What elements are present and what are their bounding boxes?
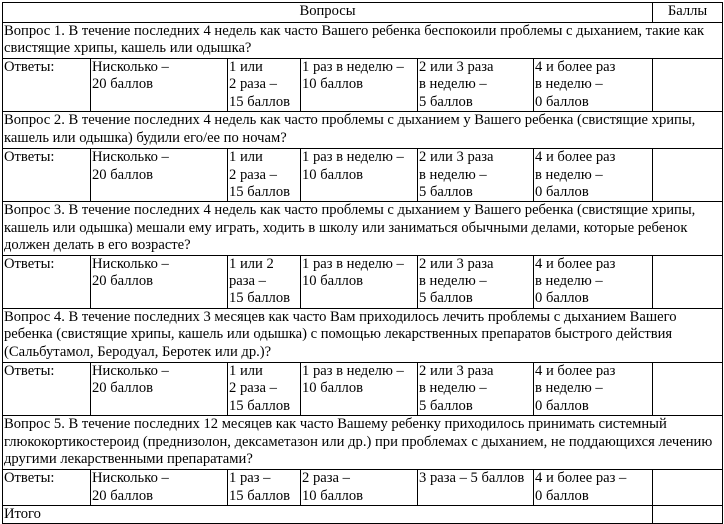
score-cell[interactable]: [653, 59, 723, 112]
answer-option: 2 или 3 раза в неделю – 5 баллов: [418, 255, 534, 308]
answer-option: Нисколько – 20 баллов: [91, 362, 228, 415]
answer-option: 1 или 2 раза – 15 баллов: [228, 255, 301, 308]
answer-option: 4 и более раз в неделю – 0 баллов: [534, 255, 653, 308]
answers-row: [3, 470, 723, 506]
total-row: [3, 505, 723, 523]
question-row: [3, 416, 723, 470]
total-score-cell[interactable]: [653, 505, 723, 523]
question-text: Вопрос 5. В течение последних 12 месяцев как часто Вашему ребенку приходилось принимать системный глюкокортикостероид (преднизолон, дексаметазон или др.) при проблемах с дыханием, не поддающихся лечению другими лекарственными препаратами?: [3, 416, 723, 470]
answer-option: 3 раза – 5 баллов: [418, 470, 534, 506]
answers-row: [3, 59, 723, 112]
total-label: Итого: [3, 505, 653, 523]
score-cell[interactable]: [653, 362, 723, 415]
header-row: [3, 3, 723, 23]
question-text: Вопрос 4. В течение последних 3 месяцев как часто Вам приходилось лечить проблемы с дыханием Вашего ребенка (свистящие хрипы, кашель или одышка) с помощью лекарственных препаратов быстрого действия (Сальбутамол, Беродуал, Беротек или др.)?: [3, 308, 723, 362]
question-row: [3, 112, 723, 149]
answers-label: Ответы:: [3, 149, 91, 202]
question-row: [3, 308, 723, 362]
answer-option: 1 раз в неделю – 10 баллов: [301, 59, 418, 112]
answer-option: 4 и более раз – 0 баллов: [534, 470, 653, 506]
answer-option: 2 раза – 10 баллов: [301, 470, 418, 506]
answer-option: 1 или 2 раза – 15 баллов: [228, 362, 301, 415]
header-questions: Вопросы: [3, 3, 653, 23]
answers-row: [3, 149, 723, 202]
answer-option: 1 раз в неделю – 10 баллов: [301, 255, 418, 308]
question-text: Вопрос 1. В течение последних 4 недель как часто Вашего ребенка беспокоили проблемы с дыханием, такие как свистящие хрипы, кашель или одышка?: [3, 23, 723, 59]
score-cell[interactable]: [653, 470, 723, 506]
header-score: Баллы: [653, 3, 723, 23]
answer-option: 2 или 3 раза в неделю – 5 баллов: [418, 149, 534, 202]
answer-option: Нисколько – 20 баллов: [91, 255, 228, 308]
answer-option: 4 и более раз в неделю – 0 баллов: [534, 362, 653, 415]
answer-option: 1 раз – 15 баллов: [228, 470, 301, 506]
question-row: [3, 23, 723, 59]
answers-label: Ответы:: [3, 470, 91, 506]
answer-option: Нисколько – 20 баллов: [91, 59, 228, 112]
answer-option: 1 раз в неделю – 10 баллов: [301, 362, 418, 415]
answers-label: Ответы:: [3, 59, 91, 112]
answers-label: Ответы:: [3, 255, 91, 308]
answer-option: Нисколько – 20 баллов: [91, 149, 228, 202]
question-row: [3, 202, 723, 255]
answer-option: 2 или 3 раза в неделю – 5 баллов: [418, 362, 534, 415]
answers-label: Ответы:: [3, 362, 91, 415]
score-cell[interactable]: [653, 255, 723, 308]
answer-option: 1 или 2 раза – 15 баллов: [228, 149, 301, 202]
answers-row: [3, 362, 723, 415]
answer-option: Нисколько – 20 баллов: [91, 470, 228, 506]
score-cell[interactable]: [653, 149, 723, 202]
answer-option: 1 или 2 раза – 15 баллов: [228, 59, 301, 112]
question-text: Вопрос 2. В течение последних 4 недель как часто проблемы с дыханием у Вашего ребенка (свистящие хрипы, кашель или одышка) будили его/ее по ночам?: [3, 112, 723, 149]
answers-row: [3, 255, 723, 308]
answer-option: 4 и более раз в неделю – 0 баллов: [534, 59, 653, 112]
answer-option: 4 и более раз в неделю – 0 баллов: [534, 149, 653, 202]
questionnaire-table: [2, 2, 723, 524]
answer-option: 2 или 3 раза в неделю – 5 баллов: [418, 59, 534, 112]
question-text: Вопрос 3. В течение последних 4 недель как часто проблемы с дыханием у Вашего ребенка (свистящие хрипы, кашель или одышка) мешали ему играть, ходить в школу или заниматься обычными делами, которые ребенок должен делать в его возрасте?: [3, 202, 723, 255]
answer-option: 1 раз в неделю – 10 баллов: [301, 149, 418, 202]
